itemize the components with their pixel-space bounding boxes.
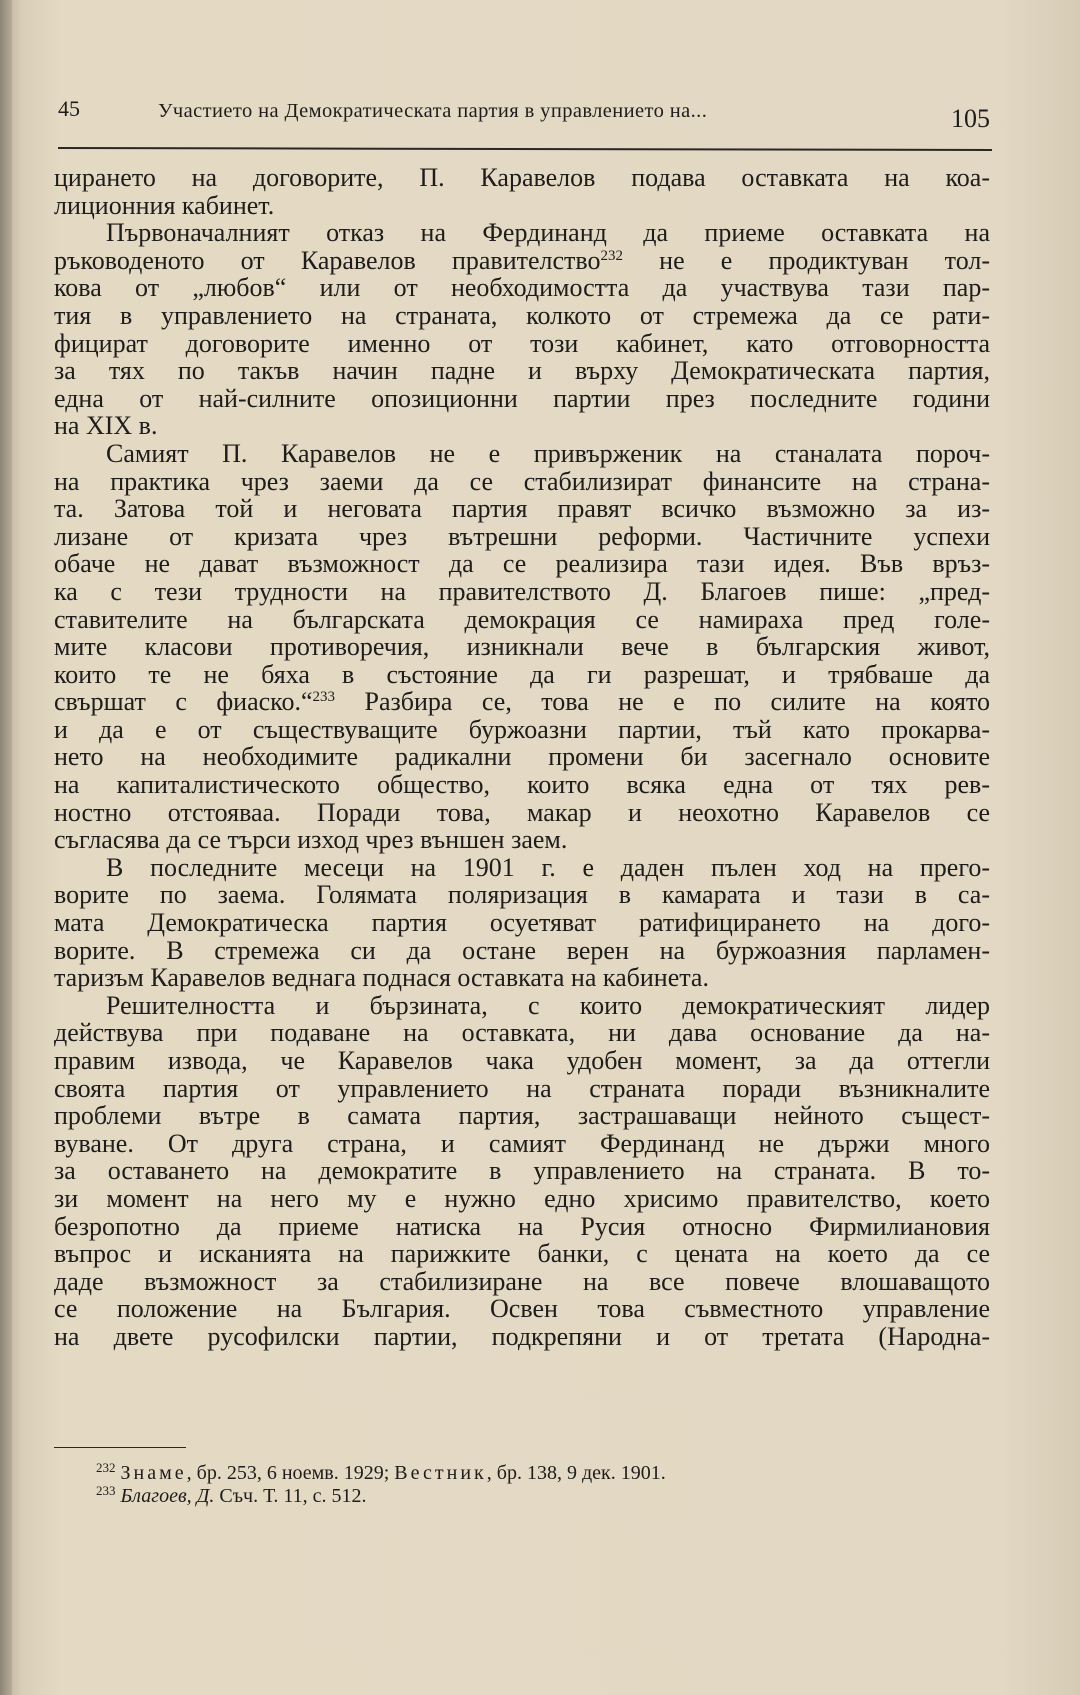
footnote-ref-232: 232 [600,247,624,264]
text-line: правим извода, че Каравелов чака удобен момент, за да оттегли [54,1046,990,1075]
text-line: се положение на България. Освен това съвместното управление [54,1294,990,1324]
chapter-number: 45 [58,96,80,121]
text-line: ръководеното от Каравелов правителство$^{232}$ не е продиктуван тол- [54,245,990,275]
footnotes [96,1462,956,1508]
text-line: за тях по такъв начин падне и върху Демократическата партия, [54,356,990,386]
text-line: мата Демократическа партия осуетяват ратифицирането на дого- [54,908,990,938]
footnote-source: Вестник [394,1462,487,1484]
footnote-number: 233 [96,1483,116,1498]
text-line: действува при подаване на оставката, ни дава основание да на- [54,1018,990,1048]
text-line: кова от „любов“ или от необходимостта да участвува тази пар- [54,273,990,303]
text-line: за оставането на демократите в управлението на страната. В то- [54,1156,990,1186]
text-line: своята партия от управлението на страната поради възникналите [54,1073,990,1103]
text-line: ностно отстояваа. Поради това, макар и неохотно Каравелов се [54,797,990,827]
footnote-author: Благоев, Д. [120,1485,215,1507]
footnote-number: 232 [96,1460,116,1475]
text-line: ка с тези трудности на правителството Д. Благоев пише: „пред- [54,576,990,606]
text-line: Първоначалният отказ на Фердинанд да приеме оставката на [106,218,990,248]
text-line: зи момент на него му е нужно едно хрисимо правителство, което [54,1183,990,1213]
text-line: лизане от кризата чрез вътрешни реформи. Частичните успехи [54,521,990,551]
page-gutter [0,0,12,1695]
footnote-rule [54,1447,186,1448]
footnote-ref-233: 233 [312,689,336,706]
footnote-source: Знаме [120,1462,187,1484]
text-line: цирането на договорите, П. Каравелов подава оставката на коа- [54,163,990,192]
footnote-232 [96,1462,956,1485]
text-line: въпрос и исканията на парижките банки, с цената на което да се [54,1239,990,1269]
running-head [58,94,994,142]
text-line: безропотно да приеме натиска на Русия относно Фирмилиановия [54,1211,990,1241]
text-line: фицират договорите именно от този кабинет, като отговорността [54,328,990,358]
text-line: таризъм Каравелов веднага поднася оставката на кабинета. [54,963,709,993]
text-line: които те не бяха в състояние да ги разрешат, и трябваше да [54,659,990,689]
text-line: ставителите на българската демокрация се намираха пред голе- [54,604,990,634]
text-line: мите класови противоречия, изникнали вече в българския живот, [54,632,990,662]
text-line: нето на необходимите радикални промени би засегнало основите [54,742,990,772]
text-line: Самият П. Каравелов не е привърженик на станалата пороч- [106,438,990,468]
text-line: на капиталистическото общество, които всяка една от тях рев- [54,770,990,800]
text-line: и да е от съществуващите буржоазни партии, тъй като прокарва- [54,714,990,744]
text-line: Решителността и бързината, с които демократическият лидер [106,990,990,1020]
text-line: свършат с фиаско.“$^{233}$ Разбира се, това не е по силите на която [54,687,990,717]
footnote-text: , бр. 253, 6 ноемв. 1929; [186,1462,395,1484]
text-line: ворите. В стремежа си да остане верен на буржоазния парламен- [54,935,990,965]
text-line: та. Затова той и неговата партия правят всичко възможно за из- [54,494,990,524]
text-line: на XIX в. [54,411,158,441]
body-text [54,164,990,1351]
text-line: ворите по заема. Голямата поляризация в камарата и тази в са- [54,880,990,910]
footnote-233 [96,1485,956,1508]
header-rule [58,147,992,151]
text-line: на двете русофилски партии, подкрепяни и от третата (Народна- [54,1321,990,1351]
footnote-text: Съч. Т. 11, с. 512. [214,1485,367,1507]
text-line: вуване. От друга страна, и самият Фердинанд не държи много [54,1128,990,1158]
text-line: лиционния кабинет. [54,190,275,220]
text-line: обаче не дават възможност да се реализира тази идея. Във връз- [54,549,990,579]
text-line: проблеми вътре в самата партия, застрашаващи нейното същест- [54,1101,990,1131]
text-line: на практика чрез заеми да се стабилизират финансите на страна- [54,466,990,496]
text-line: тия в управлението на страната, колкото от стремежа да се рати- [54,300,990,330]
text-line: една от най-силните опозиционни партии през последните години [54,383,990,413]
running-title: Участието на Демократическата партия в управлението на... [158,100,708,122]
footnote-text: , бр. 138, 9 дек. 1901. [486,1462,666,1484]
text-line: В последните месеци на 1901 г. е даден пълен ход на прего- [106,852,990,882]
page-number: 105 [951,104,990,133]
text-line: съгласява да се търси изход чрез външен заем. [54,825,568,855]
text-line: даде възможност за стабилизиране на все повече влошаващото [54,1266,990,1296]
